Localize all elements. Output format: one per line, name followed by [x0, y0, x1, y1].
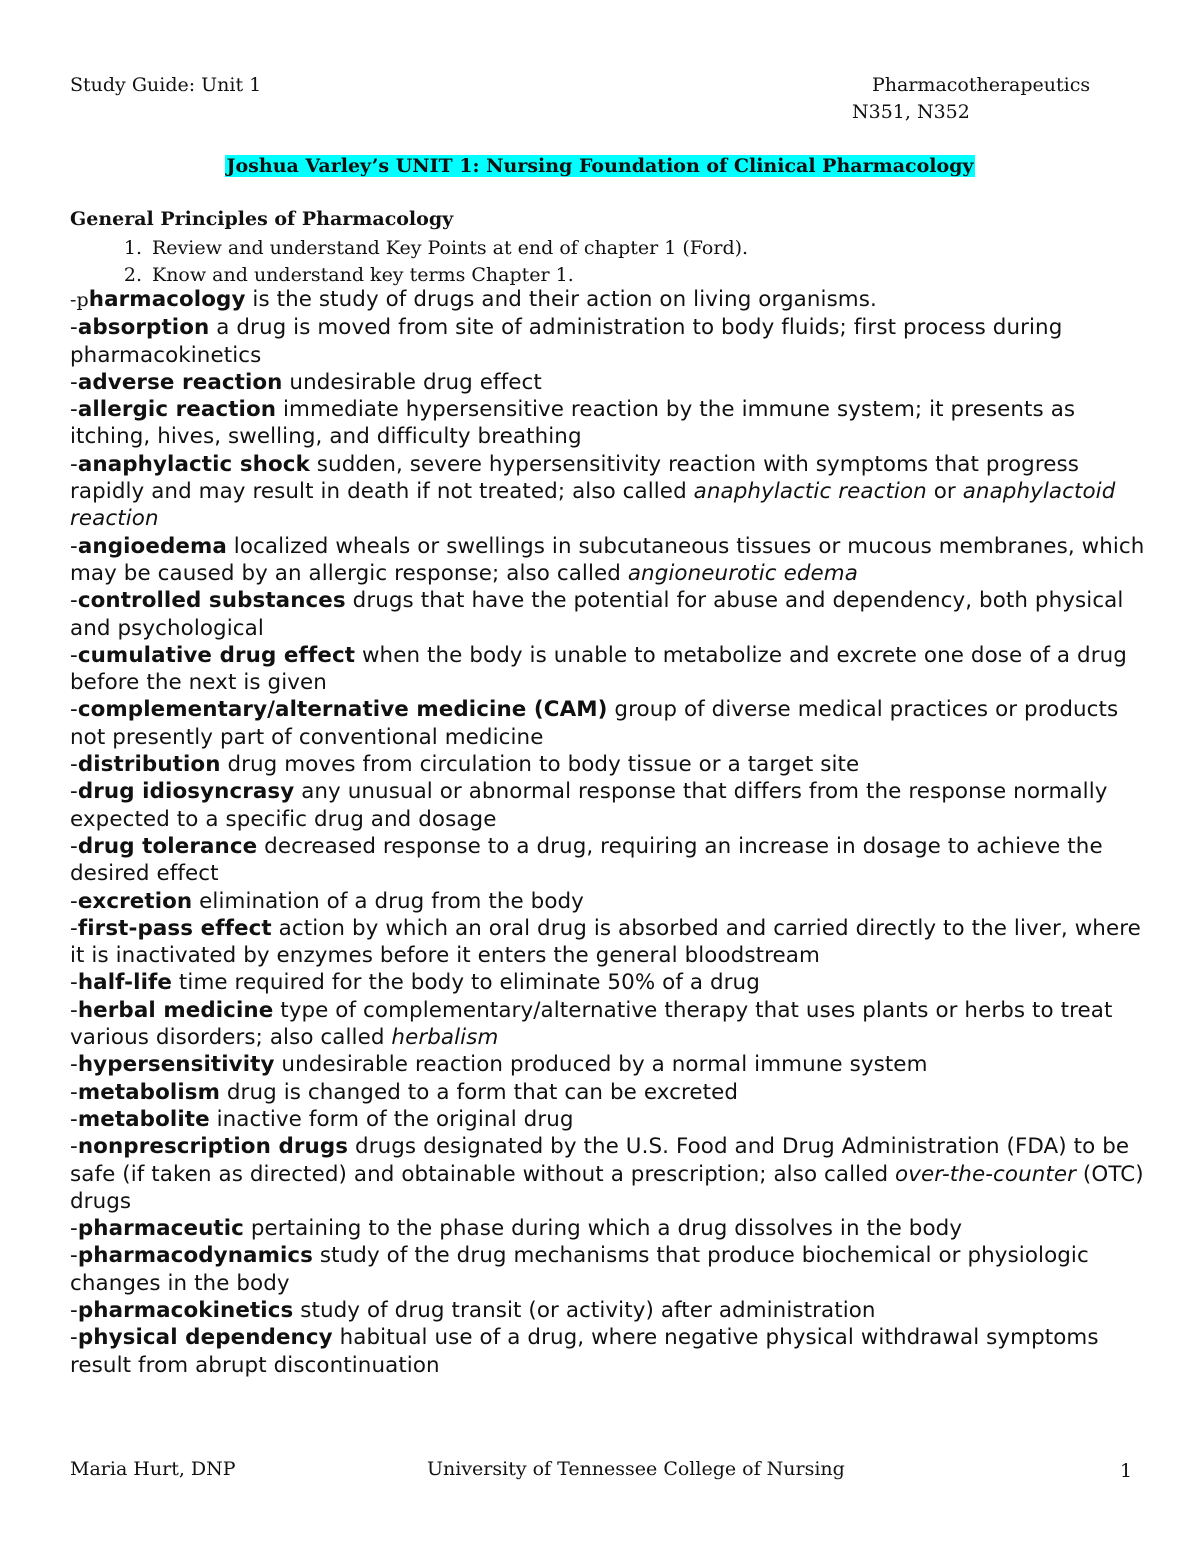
term-name: allergic reaction	[77, 397, 277, 423]
term-definition: pertaining to the phase during which a drug dissolves in the body	[243, 1216, 963, 1242]
term-entry	[70, 778, 1150, 833]
term-dash: -	[70, 970, 78, 996]
term-entry	[70, 915, 1150, 970]
term-definition: any unusual or abnormal response that differs from the response normally expected to a specific drug and dosage	[70, 779, 1108, 832]
term-entry	[70, 1324, 1150, 1379]
term-definition: study of the drug mechanisms that produce biochemical or physiologic changes in the body	[70, 1243, 1089, 1296]
term-definition: when the body is unable to metabolize and excrete one dose of a drug before the next is given	[70, 642, 1127, 696]
term-entry	[70, 751, 1150, 778]
term-entry	[70, 1079, 1150, 1106]
term-name: harmacology	[88, 287, 246, 312]
term-definition: decreased response to a drug, requiring an increase in dosage to achieve the desired effect	[70, 833, 1103, 887]
page-number: 1	[1120, 1460, 1133, 1482]
title-block	[0, 155, 1200, 177]
term-entry	[70, 369, 1150, 396]
term-entry	[70, 451, 1150, 533]
term-definition-cont: (OTC) drugs	[70, 1161, 1144, 1214]
term-entry	[70, 1297, 1150, 1324]
term-definition: sudden, severe hypersensitivity reaction with symptoms that progress rapidly and may result in death if not treated; also called	[70, 451, 1080, 505]
term-dash: -	[70, 1243, 78, 1269]
term-alias: over-the-counter	[895, 1161, 1077, 1187]
term-definition: action by which an oral drug is absorbed and carried directly to the liver, where it is inactivated by enzymes before it enters the general bloodstream	[70, 915, 1141, 969]
term-dash: -	[70, 533, 78, 559]
term-dash: -	[70, 315, 78, 341]
term-dash: -	[70, 1216, 78, 1242]
term-entry	[70, 1133, 1150, 1215]
term-name: nonprescription drugs	[77, 1134, 349, 1160]
list-number: 1.	[123, 237, 142, 259]
list-number: 2.	[123, 264, 142, 286]
term-entry	[70, 997, 1150, 1052]
term-name: controlled substances	[77, 588, 346, 614]
term-name: anaphylactic shock	[77, 451, 310, 477]
term-definition: group of diverse medical practices or products not presently part of conventional medicine	[70, 697, 1119, 750]
header-left: Study Guide: Unit 1	[70, 74, 262, 96]
term-dash: -	[70, 697, 78, 723]
term-definition: is the study of drugs and their action on living organisms.	[245, 287, 877, 312]
term-definition: study of drug transit (or activity) after administration	[293, 1297, 876, 1323]
term-name: hypersensitivity	[77, 1052, 275, 1078]
term-entry	[70, 314, 1150, 369]
term-dash: -	[70, 888, 78, 914]
term-entry	[70, 1106, 1150, 1133]
term-definition-cont: or	[926, 479, 963, 505]
term-dash: -p	[70, 289, 89, 311]
term-definition: a drug is moved from site of administration to body fluids; first process during pharmacokinetics	[70, 315, 1063, 368]
term-name: metabolism	[77, 1079, 220, 1105]
term-name: first-pass effect	[77, 915, 272, 941]
term-dash: -	[70, 397, 78, 423]
term-dash: -	[70, 1297, 78, 1323]
term-entry	[70, 888, 1150, 915]
term-dash: -	[70, 451, 78, 477]
list-item	[70, 235, 748, 262]
term-alias: anaphylactoid reaction	[70, 479, 1116, 532]
list-item	[70, 262, 748, 289]
term-name: pharmacokinetics	[77, 1297, 294, 1323]
term-alias: herbalism	[391, 1025, 499, 1051]
term-dash: -	[70, 369, 78, 395]
term-entry	[70, 587, 1150, 642]
term-name: herbal medicine	[77, 997, 274, 1023]
term-dash: -	[70, 1134, 78, 1160]
term-name: absorption	[77, 315, 210, 341]
term-dash: -	[70, 997, 78, 1023]
term-name: metabolite	[77, 1106, 210, 1132]
term-name: cumulative drug effect	[77, 642, 356, 668]
term-entry	[70, 1242, 1150, 1297]
header-right: Pharmacotherapeutics	[872, 74, 1091, 96]
footer-institution: University of Tennessee College of Nursing	[427, 1458, 845, 1480]
term-definition: drug moves from circulation to body tissue or a target site	[220, 752, 860, 778]
term-entry	[70, 969, 1150, 996]
list-text: Know and understand key terms Chapter 1.	[152, 264, 574, 286]
term-definition: habitual use of a drug, where negative physical withdrawal symptoms result from abrupt discontinuation	[70, 1325, 1099, 1378]
term-dash: -	[70, 1106, 78, 1132]
term-entry	[70, 1051, 1150, 1078]
term-dash: -	[70, 1079, 78, 1105]
term-entry	[70, 286, 1150, 314]
term-name: distribution	[77, 752, 221, 778]
key-terms-list	[70, 286, 1150, 1379]
steps-list	[70, 235, 748, 289]
term-definition: type of complementary/alternative therapy that uses plants or herbs to treat various disorders; also called	[70, 997, 1113, 1051]
term-dash: -	[70, 752, 78, 778]
term-name: complementary/alternative medicine (CAM)	[77, 697, 608, 723]
term-dash: -	[70, 1052, 78, 1078]
header-course-codes: N351, N352	[852, 101, 970, 123]
term-entry	[70, 533, 1150, 588]
term-entry	[70, 833, 1150, 888]
footer-author: Maria Hurt, DNP	[70, 1458, 236, 1480]
term-definition: elimination of a drug from the body	[192, 888, 584, 914]
term-definition: drug is changed to a form that can be excreted	[219, 1079, 739, 1105]
term-name: drug idiosyncrasy	[77, 779, 295, 805]
term-entry	[70, 696, 1150, 751]
term-dash: -	[70, 915, 78, 941]
term-entry	[70, 396, 1150, 451]
term-definition: immediate hypersensitive reaction by the immune system; it presents as itching, hives, swelling, and difficulty breathing	[70, 397, 1076, 450]
term-name: pharmacodynamics	[77, 1243, 314, 1269]
term-entry	[70, 1215, 1150, 1242]
term-definition: drugs designated by the U.S. Food and Drug Administration (FDA) to be safe (if taken as directed) and obtainable without a prescription; also called	[70, 1134, 1130, 1187]
term-definition: localized wheals or swellings in subcutaneous tissues or mucous membranes, which may be caused by an allergic response; also called	[70, 533, 1145, 586]
term-dash: -	[70, 1325, 78, 1351]
term-alias: anaphylactic reaction	[693, 479, 927, 505]
term-definition: undesirable reaction produced by a normal immune system	[274, 1052, 928, 1078]
term-alias: angioneurotic edema	[627, 560, 858, 586]
term-name: angioedema	[77, 533, 227, 559]
term-dash: -	[70, 642, 78, 668]
term-name: adverse reaction	[77, 369, 283, 395]
term-definition: drugs that have the potential for abuse and dependency, both physical and psychological	[70, 588, 1124, 641]
section-heading: General Principles of Pharmacology	[70, 208, 454, 230]
term-name: drug tolerance	[77, 833, 258, 859]
term-name: half-life	[77, 970, 173, 996]
term-definition: inactive form of the original drug	[209, 1106, 574, 1132]
term-name: pharmaceutic	[77, 1216, 244, 1242]
term-name: physical dependency	[77, 1325, 333, 1351]
term-name: excretion	[77, 888, 193, 914]
term-entry	[70, 642, 1150, 697]
term-dash: -	[70, 833, 78, 859]
term-definition: time required for the body to eliminate 50% of a drug	[172, 970, 760, 996]
term-dash: -	[70, 779, 78, 805]
list-text: Review and understand Key Points at end of chapter 1 (Ford).	[152, 237, 749, 259]
document-title: Joshua Varley’s UNIT 1: Nursing Foundation of Clinical Pharmacology	[226, 155, 974, 177]
term-dash: -	[70, 588, 78, 614]
term-definition: undesirable drug effect	[282, 369, 542, 395]
